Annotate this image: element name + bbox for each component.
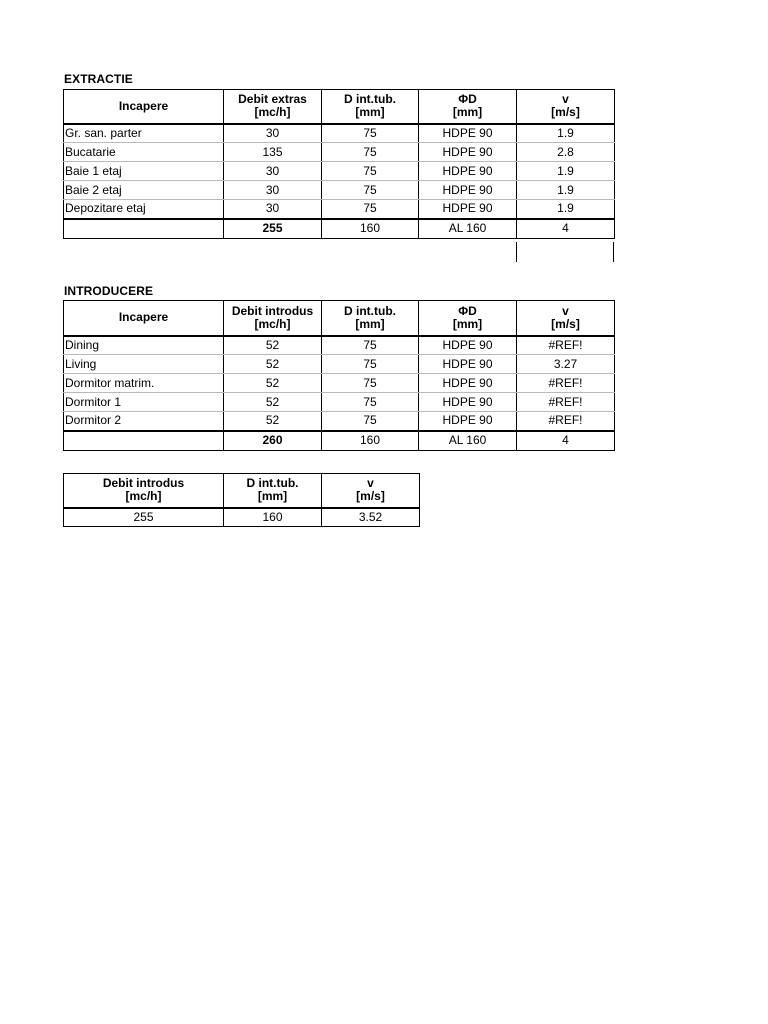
cell-room: Dormitor matrim. bbox=[64, 374, 224, 393]
cell-pipe: HDPE 90 bbox=[419, 412, 517, 431]
introducere-title: INTRODUCERE bbox=[64, 284, 154, 298]
table-row bbox=[64, 412, 615, 431]
cell-flow: 30 bbox=[224, 124, 322, 143]
cell-room: Gr. san. parter bbox=[64, 124, 224, 143]
grid-line bbox=[613, 242, 614, 262]
cell-pipe: HDPE 90 bbox=[419, 143, 517, 162]
extractie-title: EXTRACTIE bbox=[64, 72, 133, 86]
header-d-int-tub: D int.tub. [mm] bbox=[224, 474, 322, 508]
cell-velocity: 3.27 bbox=[517, 355, 615, 374]
total-label bbox=[64, 431, 224, 451]
cell-velocity: #REF! bbox=[517, 412, 615, 431]
extractie-table bbox=[63, 89, 615, 239]
header-d-int-tub: D int.tub. [mm] bbox=[322, 90, 419, 124]
cell-diameter: 75 bbox=[322, 143, 419, 162]
total-flow: 255 bbox=[224, 219, 322, 239]
table-row bbox=[64, 336, 615, 355]
cell-flow: 52 bbox=[224, 374, 322, 393]
summary-diameter: 160 bbox=[224, 508, 322, 527]
cell-diameter: 75 bbox=[322, 200, 419, 219]
header-v: v [m/s] bbox=[517, 301, 615, 336]
table-row bbox=[64, 393, 615, 412]
cell-velocity: 1.9 bbox=[517, 124, 615, 143]
cell-room: Dormitor 2 bbox=[64, 412, 224, 431]
extractie-header-row bbox=[64, 90, 615, 124]
header-incapere: Incapere bbox=[64, 301, 224, 336]
cell-flow: 52 bbox=[224, 412, 322, 431]
total-flow: 260 bbox=[224, 431, 322, 451]
cell-room: Depozitare etaj bbox=[64, 200, 224, 219]
cell-flow: 30 bbox=[224, 181, 322, 200]
cell-pipe: HDPE 90 bbox=[419, 200, 517, 219]
cell-room: Living bbox=[64, 355, 224, 374]
total-diameter: 160 bbox=[322, 431, 419, 451]
table-row bbox=[64, 200, 615, 219]
cell-diameter: 75 bbox=[322, 355, 419, 374]
cell-diameter: 75 bbox=[322, 181, 419, 200]
summary-flow: 255 bbox=[64, 508, 224, 527]
cell-velocity: 1.9 bbox=[517, 181, 615, 200]
cell-diameter: 75 bbox=[322, 162, 419, 181]
cell-flow: 52 bbox=[224, 336, 322, 355]
cell-room: Baie 1 etaj bbox=[64, 162, 224, 181]
header-debit-introdus: Debit introdus [mc/h] bbox=[224, 301, 322, 336]
cell-flow: 30 bbox=[224, 200, 322, 219]
header-d-int-tub: D int.tub. [mm] bbox=[322, 301, 419, 336]
cell-pipe: HDPE 90 bbox=[419, 355, 517, 374]
header-phi-d: ΦD [mm] bbox=[419, 90, 517, 124]
table-row bbox=[64, 124, 615, 143]
cell-pipe: HDPE 90 bbox=[419, 393, 517, 412]
table-row bbox=[64, 181, 615, 200]
total-velocity: 4 bbox=[517, 431, 615, 451]
cell-flow: 52 bbox=[224, 393, 322, 412]
total-row bbox=[64, 219, 615, 239]
cell-flow: 135 bbox=[224, 143, 322, 162]
cell-diameter: 75 bbox=[322, 412, 419, 431]
header-phi-d: ΦD [mm] bbox=[419, 301, 517, 336]
total-pipe: AL 160 bbox=[419, 219, 517, 239]
cell-diameter: 75 bbox=[322, 374, 419, 393]
header-v: v [m/s] bbox=[517, 90, 615, 124]
introducere-header-row bbox=[64, 301, 615, 336]
cell-velocity: 1.9 bbox=[517, 162, 615, 181]
cell-pipe: HDPE 90 bbox=[419, 162, 517, 181]
total-pipe: AL 160 bbox=[419, 431, 517, 451]
cell-pipe: HDPE 90 bbox=[419, 336, 517, 355]
table-row bbox=[64, 143, 615, 162]
cell-velocity: 2.8 bbox=[517, 143, 615, 162]
cell-room: Dormitor 1 bbox=[64, 393, 224, 412]
header-debit-extras: Debit extras [mc/h] bbox=[224, 90, 322, 124]
grid-line bbox=[516, 242, 517, 262]
cell-flow: 52 bbox=[224, 355, 322, 374]
cell-diameter: 75 bbox=[322, 393, 419, 412]
cell-diameter: 75 bbox=[322, 336, 419, 355]
summary-velocity: 3.52 bbox=[322, 508, 420, 527]
cell-room: Baie 2 etaj bbox=[64, 181, 224, 200]
total-diameter: 160 bbox=[322, 219, 419, 239]
header-incapere: Incapere bbox=[64, 90, 224, 124]
header-debit-introdus: Debit introdus [mc/h] bbox=[64, 474, 224, 508]
cell-velocity: #REF! bbox=[517, 336, 615, 355]
summary-table bbox=[63, 473, 420, 527]
table-row bbox=[64, 355, 615, 374]
cell-velocity: #REF! bbox=[517, 374, 615, 393]
cell-flow: 30 bbox=[224, 162, 322, 181]
summary-header-row bbox=[64, 474, 420, 508]
cell-room: Bucatarie bbox=[64, 143, 224, 162]
table-row bbox=[64, 162, 615, 181]
table-row bbox=[64, 374, 615, 393]
total-row bbox=[64, 431, 615, 451]
cell-room: Dining bbox=[64, 336, 224, 355]
cell-pipe: HDPE 90 bbox=[419, 181, 517, 200]
cell-pipe: HDPE 90 bbox=[419, 374, 517, 393]
cell-diameter: 75 bbox=[322, 124, 419, 143]
cell-velocity: 1.9 bbox=[517, 200, 615, 219]
introducere-table bbox=[63, 300, 615, 451]
cell-velocity: #REF! bbox=[517, 393, 615, 412]
total-label bbox=[64, 219, 224, 239]
cell-pipe: HDPE 90 bbox=[419, 124, 517, 143]
header-v: v [m/s] bbox=[322, 474, 420, 508]
summary-row bbox=[64, 508, 420, 527]
total-velocity: 4 bbox=[517, 219, 615, 239]
